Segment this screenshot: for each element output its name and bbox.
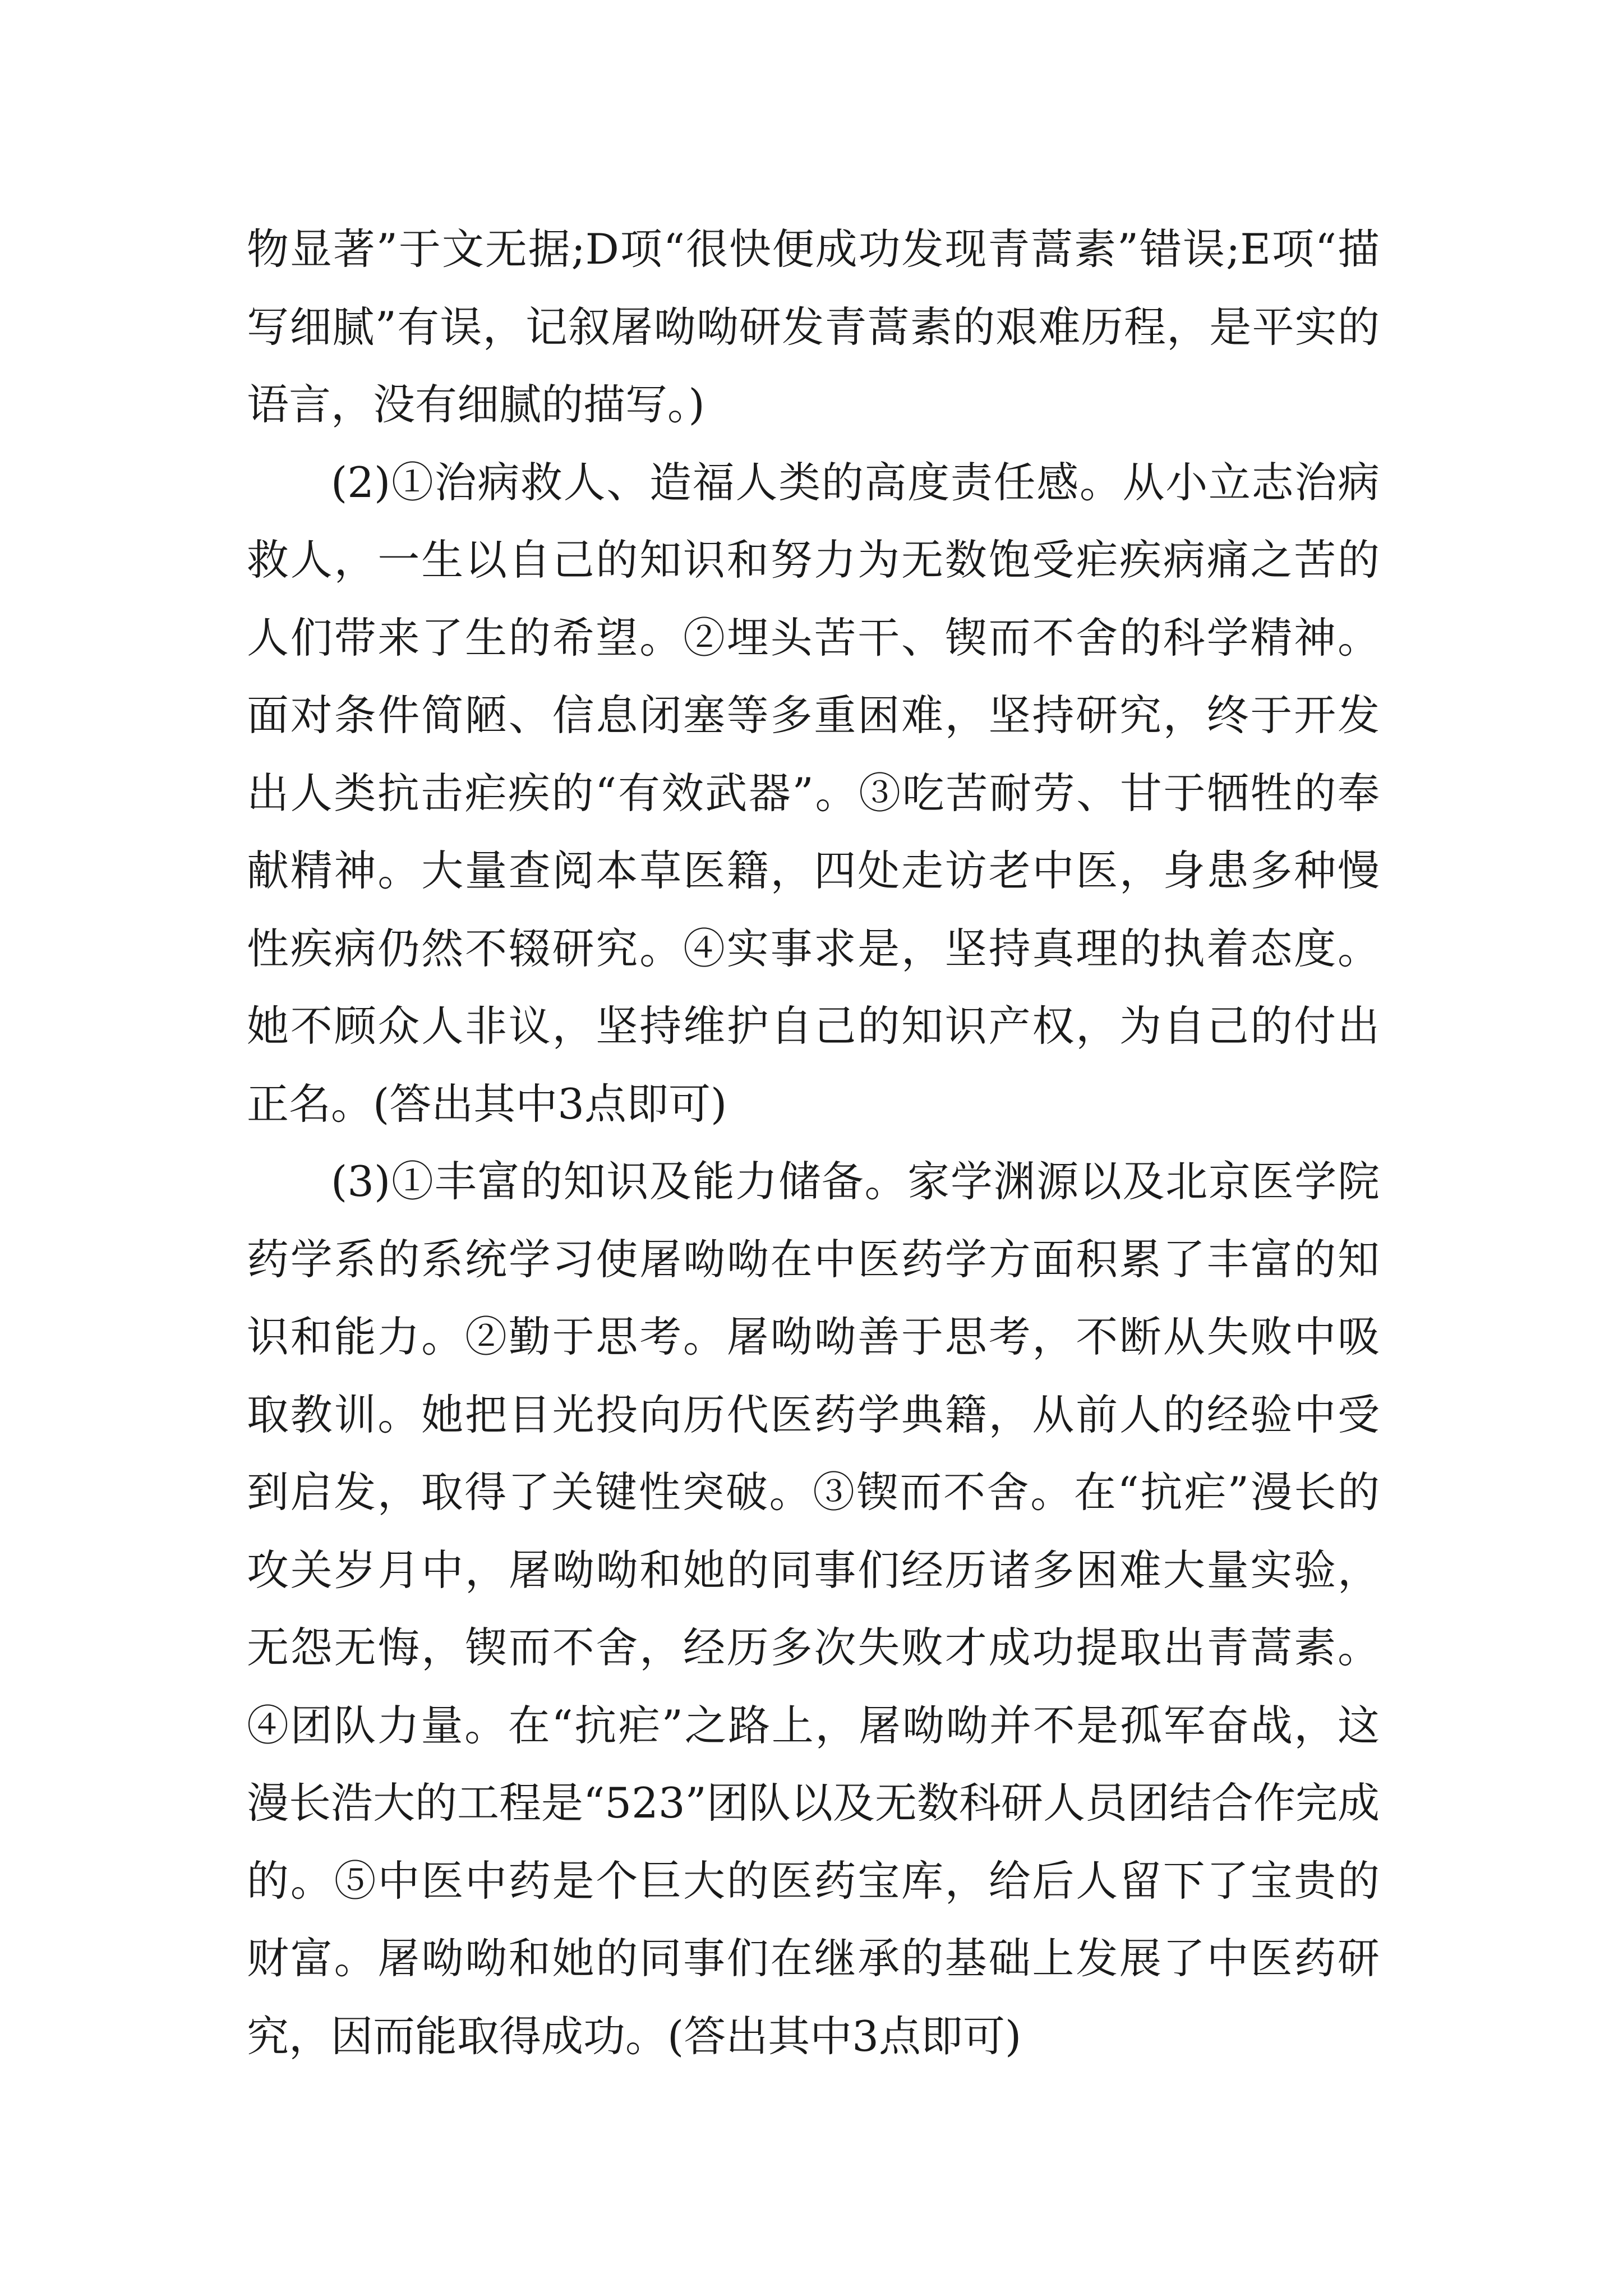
paragraph-answer-1-continued: 物显著”于文无据;D项“很快便成功发现青蒿素”错误;E项“描写细腻”有误，记叙屠呦呦研发青蒿素的艰难历程，是平实的语言，没有细腻的描写。) xyxy=(247,224,1380,429)
paragraph-answer-3: (3)①丰富的知识及能力储备。家学渊源以及北京医学院药学系的系统学习使屠呦呦在中医药学方面积累了丰富的知识和能力。②勤于思考。屠呦呦善于思考，不断从失败中吸取教训。她把目光投向历代医药学典籍，从前人的经验中受到启发，取得了关键性突破。③锲而不舍。在“抗疟”漫长的攻关岁月中，屠呦呦和她的同事们经历诸多困难大量实验，无怨无悔，锲而不舍，经历多次失败才成功提取出青蒿素。④团队力量。在“抗疟”之路上，屠呦呦并不是孤军奋战，这漫长浩大的工程是“523”团队以及无数科研人员团结合作完成的。⑤中医中药是个巨大的医药宝库，给后人留下了宝贵的财富。屠呦呦和她的同事们在继承的基础上发展了中医药研究，因而能取得成功。(答出其中3点即可) xyxy=(247,1157,1380,2061)
answer-text-body xyxy=(247,210,1380,2075)
paragraph-answer-2: (2)①治病救人、造福人类的高度责任感。从小立志治病救人，一生以自己的知识和努力为无数饱受疟疾病痛之苦的人们带来了生的希望。②埋头苦干、锲而不舍的科学精神。面对条件简陋、信息闭塞等多重困难，坚持研究，终于开发出人类抗击疟疾的“有效武器”。③吃苦耐劳、甘于牺牲的奉献精神。大量查阅本草医籍，四处走访老中医，身患多种慢性疾病仍然不辍研究。④实事求是，坚持真理的执着态度。她不顾众人非议，坚持维护自己的知识产权，为自己的付出正名。(答出其中3点即可) xyxy=(247,457,1380,1129)
